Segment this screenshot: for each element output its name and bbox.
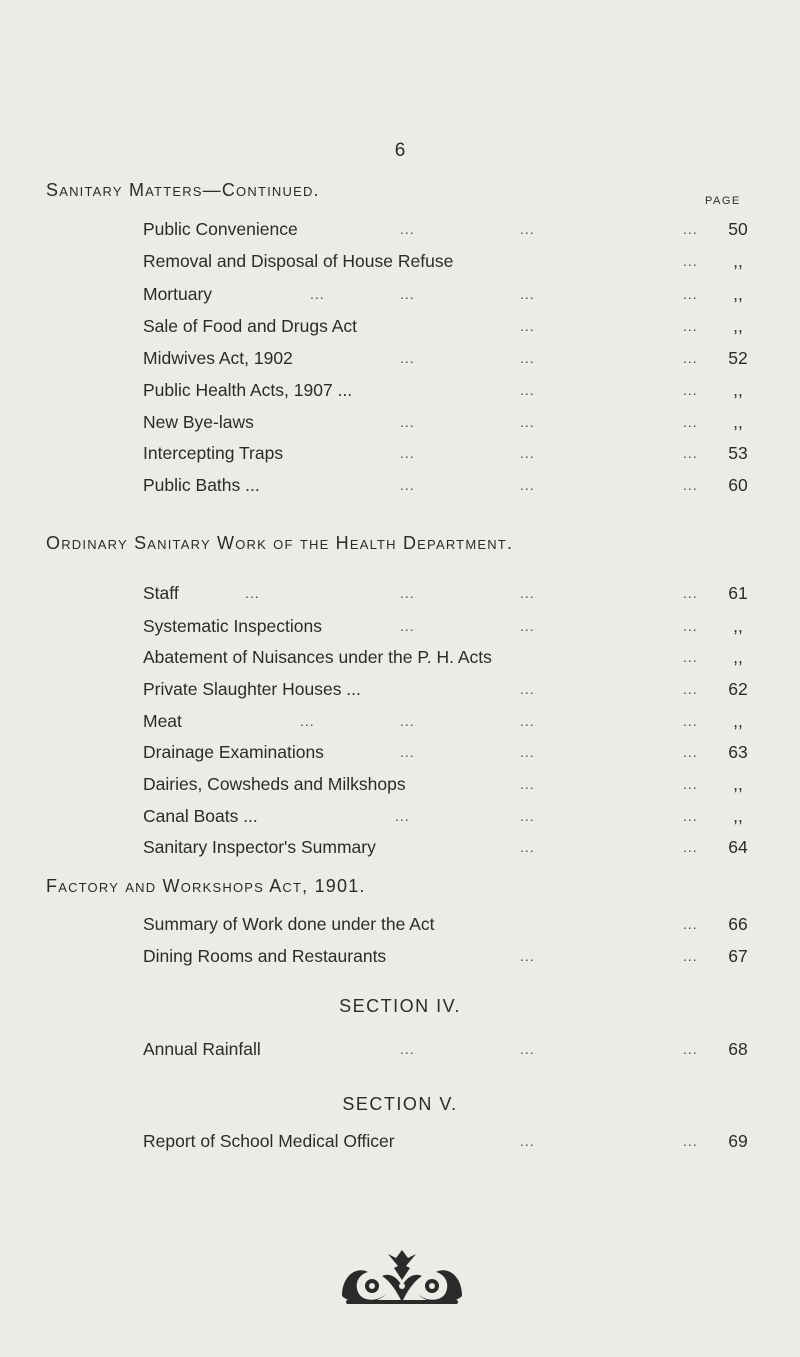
leader-dots: ... [683,1133,698,1149]
entry-page: 60 [728,475,748,495]
entry-label: Midwives Act, 1902 [143,348,293,368]
entry-label: Sale of Food and Drugs Act [143,316,358,336]
toc-entry [0,711,800,737]
leader-dots: ... [683,253,698,269]
leader-dots: ... [683,1041,698,1057]
entry-page: 63 [728,742,748,762]
leader-dots: ... [520,948,535,964]
leader-dots: ... [400,445,415,461]
leader-dots: ... [683,585,698,601]
leader-dots: ... [683,221,698,237]
toc-entry [0,348,800,374]
entry-page: 67 [728,946,748,966]
leader-dots: ... [520,286,535,302]
entry-page: ,, [733,774,743,794]
entry-page: 69 [728,1131,748,1151]
entry-label: Dairies, Cowsheds and Milkshops [143,774,406,794]
toc-entry [0,316,800,342]
leader-dots: ... [520,585,535,601]
leader-dots: ... [520,1041,535,1057]
entry-page: 68 [728,1039,748,1059]
toc-entry [0,946,800,972]
entry-label: Drainage Examinations [143,742,324,762]
toc-entry [0,583,800,609]
entry-page: ,, [733,380,743,400]
leader-dots: ... [400,221,415,237]
entry-label: Dining Rooms and Restaurants [143,946,387,966]
floral-tailpiece-icon [338,1246,466,1308]
entry-page: 66 [728,914,748,934]
toc-entry [0,774,800,800]
leader-dots: ... [520,681,535,697]
leader-dots: ... [683,839,698,855]
entry-page: 61 [728,583,748,603]
page-number: 6 [394,140,406,161]
leader-dots: ... [683,445,698,461]
leader-dots: ... [520,414,535,430]
leader-dots: ... [395,808,410,824]
leader-dots: ... [245,585,260,601]
leader-dots: ... [520,221,535,237]
toc-entry [0,284,800,310]
entry-page: ,, [733,647,743,667]
leader-dots: ... [400,744,415,760]
toc-entry [0,475,800,501]
leader-dots: ... [683,744,698,760]
entry-page: 53 [728,443,748,463]
entry-label: Intercepting Traps [143,443,284,463]
leader-dots: ... [683,414,698,430]
leader-dots: ... [683,318,698,334]
heading-sanitary-matters: Sanitary Matters—Continued. [46,180,320,200]
entry-label: Summary of Work done under the Act [143,914,435,934]
leader-dots: ... [520,839,535,855]
leader-dots: ... [400,585,415,601]
heading-factory-workshops-act: Factory and Workshops Act, 1901. [46,876,366,896]
toc-entry [0,443,800,469]
entry-label: Sanitary Inspector's Summary [143,837,376,857]
entry-page: ,, [733,412,743,432]
leader-dots: ... [683,916,698,932]
leader-dots: ... [400,414,415,430]
leader-dots: ... [683,681,698,697]
toc-entry [0,219,800,245]
leader-dots: ... [683,286,698,302]
entry-page: ,, [733,251,743,271]
entry-label: Public Convenience [143,219,298,239]
leader-dots: ... [683,477,698,493]
leader-dots: ... [400,1041,415,1057]
entry-page: 52 [728,348,748,368]
toc-entry [0,616,800,642]
section-iv-heading: SECTION IV. [339,996,461,1016]
toc-entry [0,679,800,705]
toc-entry [0,412,800,438]
leader-dots: ... [300,713,315,729]
leader-dots: ... [520,318,535,334]
leader-dots: ... [520,477,535,493]
toc-entry [0,1039,800,1065]
page-column-label: PAGE [705,195,741,207]
entry-page: ,, [733,616,743,636]
leader-dots: ... [520,713,535,729]
leader-dots: ... [400,713,415,729]
section-v-heading: SECTION V. [342,1094,458,1114]
toc-entry [0,837,800,863]
toc-entry [0,742,800,768]
toc-entry [0,1131,800,1157]
entry-label: Systematic Inspections [143,616,322,636]
entry-label: Staff [143,583,179,603]
leader-dots: ... [520,776,535,792]
leader-dots: ... [520,350,535,366]
entry-label: Abatement of Nuisances under the P. H. Acts [143,647,492,667]
leader-dots: ... [683,350,698,366]
leader-dots: ... [683,382,698,398]
leader-dots: ... [683,713,698,729]
entry-label: Meat [143,711,182,731]
leader-dots: ... [520,618,535,634]
leader-dots: ... [400,618,415,634]
entry-label: Public Health Acts, 1907 ... [143,380,353,400]
toc-entry [0,380,800,406]
entry-page: ,, [733,284,743,304]
leader-dots: ... [400,286,415,302]
entry-page: 64 [728,837,748,857]
entry-label: New Bye-laws [143,412,254,432]
entry-page: ,, [733,806,743,826]
entry-label: Report of School Medical Officer [143,1131,395,1151]
leader-dots: ... [520,445,535,461]
toc-entry [0,251,800,277]
leader-dots: ... [520,744,535,760]
entry-label: Private Slaughter Houses ... [143,679,361,699]
toc-entry [0,914,800,940]
toc-entry [0,647,800,673]
entry-page: 62 [728,679,748,699]
entry-label: Annual Rainfall [143,1039,261,1059]
leader-dots: ... [400,477,415,493]
entry-label: Mortuary [143,284,213,304]
entry-page: 50 [728,219,748,239]
entry-label: Removal and Disposal of House Refuse [143,251,454,271]
entry-page: ,, [733,316,743,336]
leader-dots: ... [683,776,698,792]
entry-label: Public Baths ... [143,475,260,495]
leader-dots: ... [520,1133,535,1149]
leader-dots: ... [683,808,698,824]
leader-dots: ... [683,618,698,634]
entry-page: ,, [733,711,743,731]
entry-label: Canal Boats ... [143,806,258,826]
toc-entry [0,806,800,832]
leader-dots: ... [520,808,535,824]
leader-dots: ... [310,286,325,302]
leader-dots: ... [400,350,415,366]
leader-dots: ... [520,382,535,398]
leader-dots: ... [683,649,698,665]
leader-dots: ... [683,948,698,964]
heading-ordinary-sanitary-work: Ordinary Sanitary Work of the Health Department. [46,533,514,553]
